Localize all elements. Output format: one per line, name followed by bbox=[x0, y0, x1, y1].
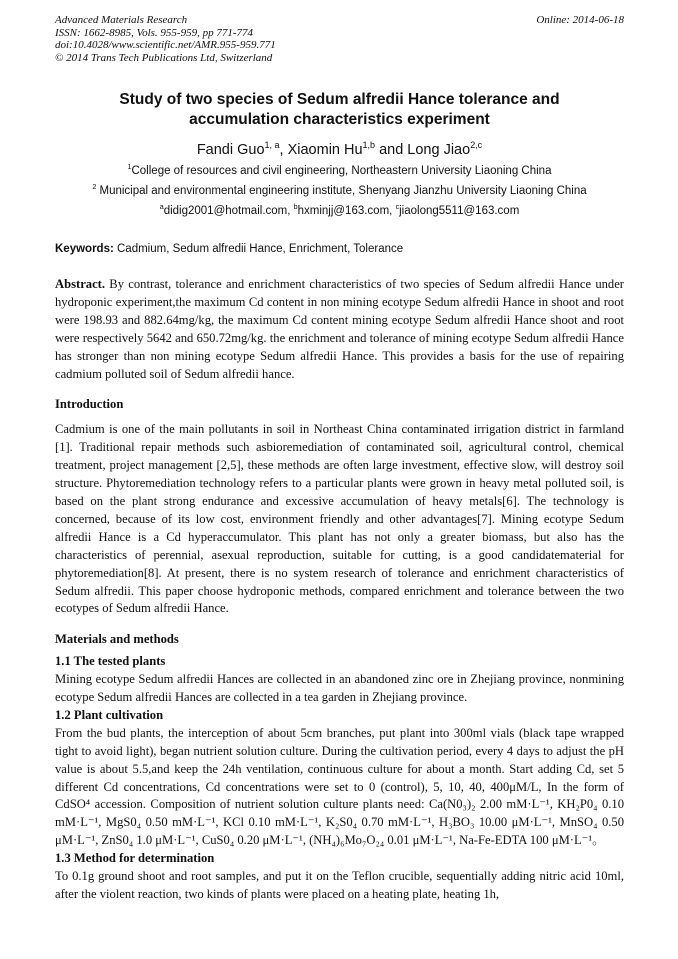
affiliation-2-superscript: 2 bbox=[92, 183, 97, 192]
publication-info bbox=[55, 14, 276, 64]
author-2-superscript: 1,b bbox=[362, 140, 376, 151]
email-a-superscript: a bbox=[159, 203, 164, 212]
subsection-1-2-paragraph: From the bud plants, the interception of about 5cm branches, put plant into 300ml vials (black tape wrapped tight to avoid light), began nutrient solution culture. During the cultivation period, every 4 days to adjust the pH value is about 5.5,and keep the 24h ventilation, continuous culture for about a month. Start adding Cd, set 5 different Cd concentrations, Cd concentrations were set to 0 (control), 5, 10, 40, 400μM/L, In the form of CdSO⁴ accession. Composition of nutrient solution culture plants need: Ca(N0₃)₂ 2.00 mM·L⁻¹, KH₂P0₄ 0.10 mM·L⁻¹, MgS0₄ 0.50 mM·L⁻¹, KCl 0.10 mM·L⁻¹, K₂S0₄ 0.70 mM·L⁻¹, H₃BO₃ 10.00 μM·L⁻¹, MnSO₄ 0.50 μM·L⁻¹, ZnS0₄ 1.0 μM·L⁻¹, CuS0₄ 0.20 μM·L⁻¹, (NH₄)₆Mo₇O₂₄ 0.01 μM·L⁻¹, Na-Fe-EDTA 100 μM·L⁻¹。 bbox=[55, 725, 624, 848]
introduction-paragraph: Cadmium is one of the main pollutants in soil in Northeast China contaminated irrigation district in farmland [1]. Traditional repair methods such asbioremediation of contaminated soil, agricultural control, chemical treatment, project management [2,5], these methods are often large investment, effective slow, will destroy soil structure. Phytoremediation technology refers to a particular plants were grown in heavy metal polluted soil, is based on the plant strong endurance and excessive accumulation of heavy metals[6]. The technology is concerned, because of its low cost, environment friendly and other advantages[7]. Mining ecotype Sedum alfredii Hance is a Cd hyperaccumulator. This plant has not only a greater biomass, but also has the characteristics of perennial, asexual reproduction, suitable for cutting, is a good candidatematerial for phytoremediation[8]. At present, there is no system research of tolerance and enrichment characteristics of Sedum alfredii. This paper choose hydroponic methods, compared enrichment and tolerance between the two ecotypes of Sedum alfredii Hance. bbox=[55, 422, 624, 616]
author-1-superscript: 1, a bbox=[264, 140, 280, 151]
affiliation-1 bbox=[55, 164, 624, 178]
email-c: $^c$jiaolong5511@163.com bbox=[395, 203, 520, 217]
doi-line: doi:10.4028/www.scientific.net/AMR.955-959.771 bbox=[55, 39, 276, 51]
emails-line bbox=[55, 204, 624, 218]
affiliation-2-text: Municipal and environmental engineering institute, Shenyang Jianzhu University Liaoning China bbox=[96, 185, 587, 197]
section-heading-materials-and-methods: Materials and methods bbox=[55, 632, 179, 647]
affiliation-1-text: College of resources and civil engineering, Northeastern University Liaoning China bbox=[131, 165, 552, 177]
email-b: $^b$hxminjj@163.com, bbox=[293, 203, 396, 217]
journal-name: Advanced Materials Research bbox=[55, 14, 188, 26]
affiliation-2 bbox=[55, 184, 624, 198]
keywords-text: Cadmium, Sedum alfredii Hance, Enrichment, Tolerance bbox=[113, 243, 404, 255]
authors-line bbox=[55, 142, 624, 158]
abstract-label: Abstract. bbox=[55, 277, 106, 291]
email-separator: , bbox=[287, 205, 294, 217]
paper-title: Study of two species of Sedum alfredii Hance tolerance and accumulation characteristics experiment bbox=[119, 91, 560, 128]
online-date: Online: 2014-06-18 bbox=[536, 14, 624, 26]
email-c-superscript: c bbox=[395, 203, 400, 212]
keywords-line bbox=[55, 243, 624, 255]
author-separator: and bbox=[375, 142, 408, 158]
subsection-1-3-paragraph: To 0.1g ground shoot and root samples, and put it on the Teflon crucible, sequentially adding nitric acid 10ml, after the violent reaction, two kinds of plants were placed on a heating plate, heating 1h, bbox=[55, 869, 624, 901]
abstract-paragraph bbox=[55, 276, 624, 383]
issn-line: ISSN: 1662-8985, Vols. 955-959, pp 771-774 bbox=[55, 26, 253, 39]
subsection-heading-1-1: 1.1 The tested plants bbox=[55, 654, 166, 669]
author-1: Fandi Guo$^{1, a}$, bbox=[196, 140, 288, 158]
author-3-superscript: 2,c bbox=[470, 140, 483, 151]
subsection-heading-1-2: 1.2 Plant cultivation bbox=[55, 707, 164, 722]
affiliation-1-superscript: 1 bbox=[127, 163, 132, 172]
author-3: Long Jiao$^{2,c}$ bbox=[407, 140, 483, 158]
email-separator: , bbox=[389, 205, 396, 217]
subsection-heading-1-3: 1.3 Method for determination bbox=[55, 851, 215, 866]
author-separator: , bbox=[279, 142, 288, 158]
subsection-1-1-paragraph: Mining ecotype Sedum alfredii Hances are collected in an abandoned zinc ore in Zhejiang province, nonmining ecotype Sedum alfredii Hances are collected in a tea garden in Zhejiang province. bbox=[55, 672, 624, 705]
email-b-superscript: b bbox=[293, 203, 298, 212]
keywords-label: Keywords: bbox=[55, 243, 114, 255]
section-heading-introduction: Introduction bbox=[55, 397, 124, 412]
abstract-text: By contrast, tolerance and enrichment characteristics of two species of Sedum alfredii Hance under hydroponic experiment,the maximum Cd content in non mining ecotype Sedum alfredii Hance in shoot and root were 198.93 and 882.64mg/kg, the maximum Cd content mining ecotype Sedum alfredii Hance shoot and root were respectively 5642 and 650.72mg/kg. the enrichment and tolerance of mining ecotype Sedum alfredii Hance has stronger than non mining ecotype Sedum alfredii Hance. This provides a basis for the use of repairing cadmium polluted soil of Sedum alfredii hance. bbox=[55, 277, 624, 381]
publication-header bbox=[55, 14, 624, 64]
email-a: $^a$didig2001@hotmail.com, bbox=[159, 203, 294, 217]
author-2: Xiaomin Hu$^{1,b}$ and bbox=[287, 140, 408, 158]
copyright-line: © 2014 Trans Tech Publications Ltd, Switzerland bbox=[55, 51, 273, 64]
